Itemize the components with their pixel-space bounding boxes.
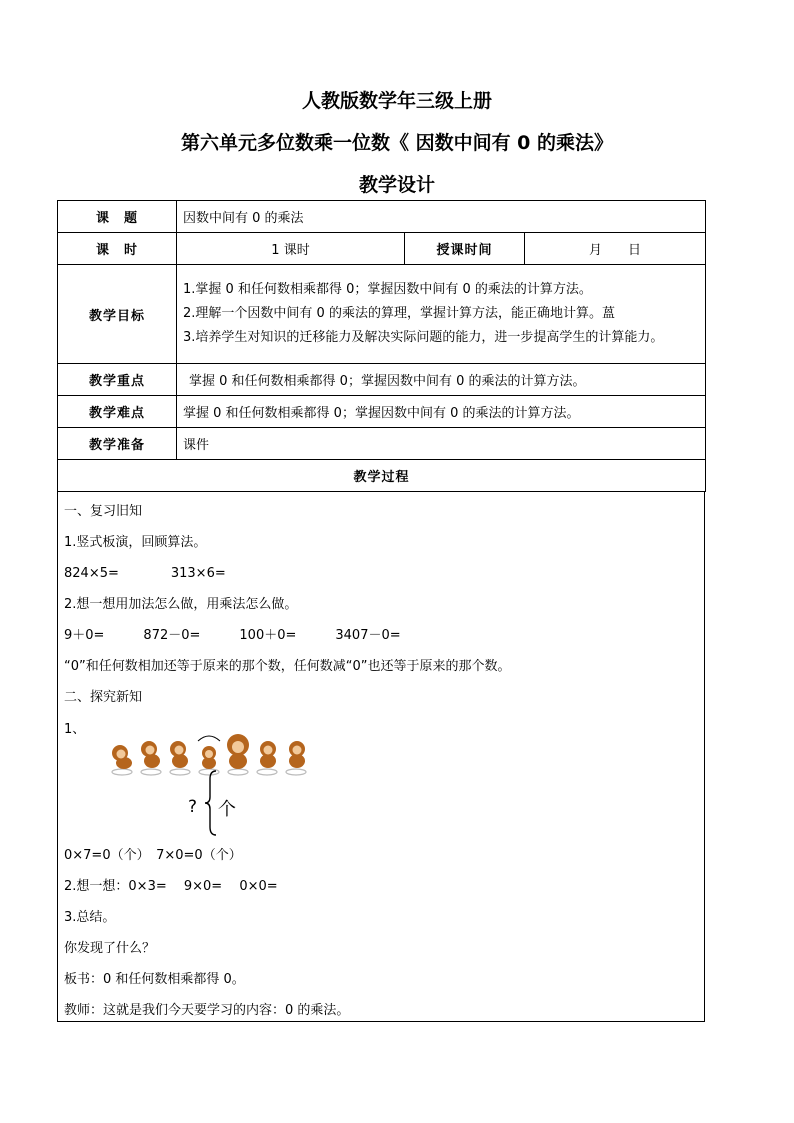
explore-step-1: 1、 [64, 722, 86, 737]
process-label: 教学过程 [58, 460, 706, 492]
prep-label: 教学准备 [58, 428, 177, 460]
key-value: 掌握 0 和任何数相乘都得 0；掌握因数中间有 0 的乘法的计算方法。 [177, 364, 706, 396]
section-review-heading: 一、复习旧知 [64, 504, 143, 519]
question-mark: ? [188, 797, 198, 817]
prep-row [58, 428, 706, 460]
difficulty-row [58, 396, 706, 428]
period-row [58, 233, 706, 265]
teacher-line: 教师：这就是我们今天要学习的内容：0 的乘法。 [64, 1003, 350, 1018]
topic-value: 因数中间有 0 的乘法 [177, 201, 706, 233]
doc-heading: 教学设计 [358, 174, 435, 196]
unit-label: 个 [218, 799, 236, 820]
review-step-2: 2.想一想用加法怎么做，用乘法怎么做。 [64, 597, 298, 612]
goals-row [58, 265, 706, 364]
review-step-1: 1.竖式板演，回顾算法。 [64, 535, 207, 550]
time-value: 月 日 [525, 233, 706, 265]
question-line: 你发现了什么？ [64, 941, 156, 956]
prep-value: 课件 [177, 428, 706, 460]
goal-item: 3.培养学生对知识的迁移能力及解决实际问题的能力，进一步提高学生的计算能力。 [183, 330, 664, 345]
difficulty-value: 掌握 0 和任何数相乘都得 0；掌握因数中间有 0 的乘法的计算方法。 [177, 396, 706, 428]
goals-cell [177, 265, 706, 364]
goals-label: 教学目标 [58, 265, 177, 364]
summary-line: 3.总结。 [64, 910, 116, 925]
key-label: 教学重点 [58, 364, 177, 396]
goal-item: 2.理解一个因数中间有 0 的乘法的算理，掌握计算方法，能正确地计算。蒕 [183, 306, 615, 321]
period-value: 1 课时 [177, 233, 405, 265]
equation-line: 0×7=0（个） 7×0=0（个） [64, 848, 242, 863]
goal-item: 1.掌握 0 和任何数相乘都得 0；掌握因数中间有 0 的乘法的计算方法。 [183, 282, 592, 297]
review-calc-2: 9＋0= 872－0= 100＋0= 3407－0= [64, 628, 401, 643]
review-calc-1: 824×5= 313×6= [64, 566, 226, 581]
process-header-row [58, 460, 706, 492]
doc-subtitle: 第六单元多位数乘一位数《 因数中间有 0 的乘法》 [180, 132, 614, 154]
doc-title: 人教版数学年三级上册 [301, 90, 492, 112]
topic-label: 课 题 [58, 201, 177, 233]
review-note: “0”和任何数相加还等于原来的那个数，任何数减“0”也还等于原来的那个数。 [64, 659, 511, 674]
difficulty-label: 教学难点 [58, 396, 177, 428]
think-line: 2.想一想：0×3= 9×0= 0×0= [64, 879, 278, 894]
time-label: 授课时间 [405, 233, 525, 265]
section-explore-heading: 二、探究新知 [64, 690, 143, 705]
key-row [58, 364, 706, 396]
period-label: 课 时 [58, 233, 177, 265]
board-line: 板书：0 和任何数相乘都得 0。 [64, 972, 245, 987]
topic-row [58, 201, 706, 233]
lesson-info-table [57, 200, 706, 492]
process-section [57, 491, 705, 1022]
